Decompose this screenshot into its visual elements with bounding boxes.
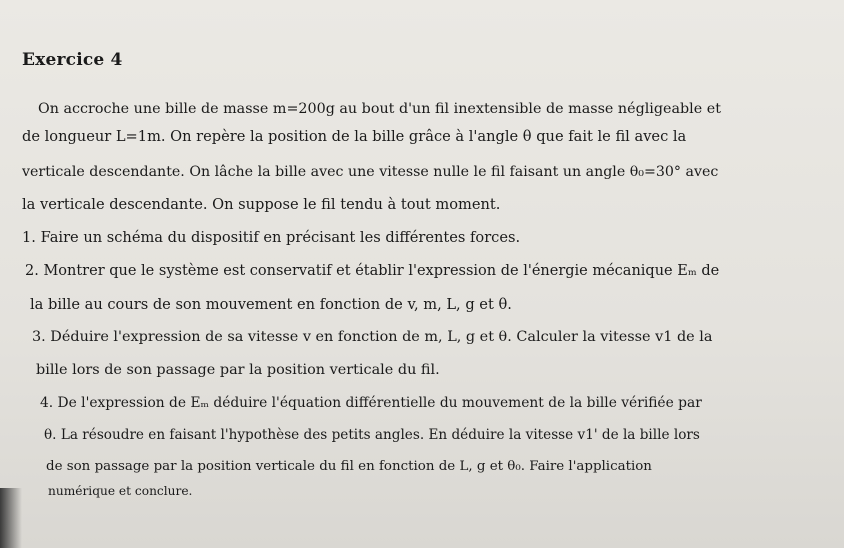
question-3-line-2: bille lors de son passage par la position verticale du fil. [36, 362, 440, 378]
question-4-line-1: 4. De l'expression de Eₘ déduire l'équation différentielle du mouvement de la bille vérifiée par [40, 395, 702, 411]
paragraph-line-2: de longueur L=1m. On repère la position de la bille grâce à l'angle θ que fait le fil avec la [22, 128, 687, 145]
paragraph-line-4: la verticale descendante. On suppose le fil tendu à tout moment. [22, 196, 501, 213]
question-4-line-2: θ. La résoudre en faisant l'hypothèse des petits angles. En déduire la vitesse v1' de la bille lors [44, 427, 700, 443]
exercise-title: Exercice 4 [22, 50, 123, 70]
paragraph-line-1: On accroche une bille de masse m=200g au bout d'un fil inextensible de masse négligeable et [38, 101, 721, 117]
question-2-line-1: 2. Montrer que le système est conservatif et établir l'expression de l'énergie mécanique Eₘ de [25, 263, 720, 279]
question-4-line-3: de son passage par la position verticale du fil en fonction de L, g et θ₀. Faire l'application [46, 459, 652, 474]
question-1: 1. Faire un schéma du dispositif en précisant les différentes forces. [22, 229, 521, 246]
question-4-line-4: numérique et conclure. [48, 484, 193, 498]
question-3-line-1: 3. Déduire l'expression de sa vitesse v en fonction de m, L, g et θ. Calculer la vitesse v1 de la [32, 329, 713, 345]
page-shadow [0, 488, 22, 548]
paragraph-line-3: verticale descendante. On lâche la bille avec une vitesse nulle le fil faisant un angle θ₀=30° avec [22, 164, 719, 180]
question-2-line-2: la bille au cours de son mouvement en fonction de v, m, L, g et θ. [30, 296, 512, 313]
